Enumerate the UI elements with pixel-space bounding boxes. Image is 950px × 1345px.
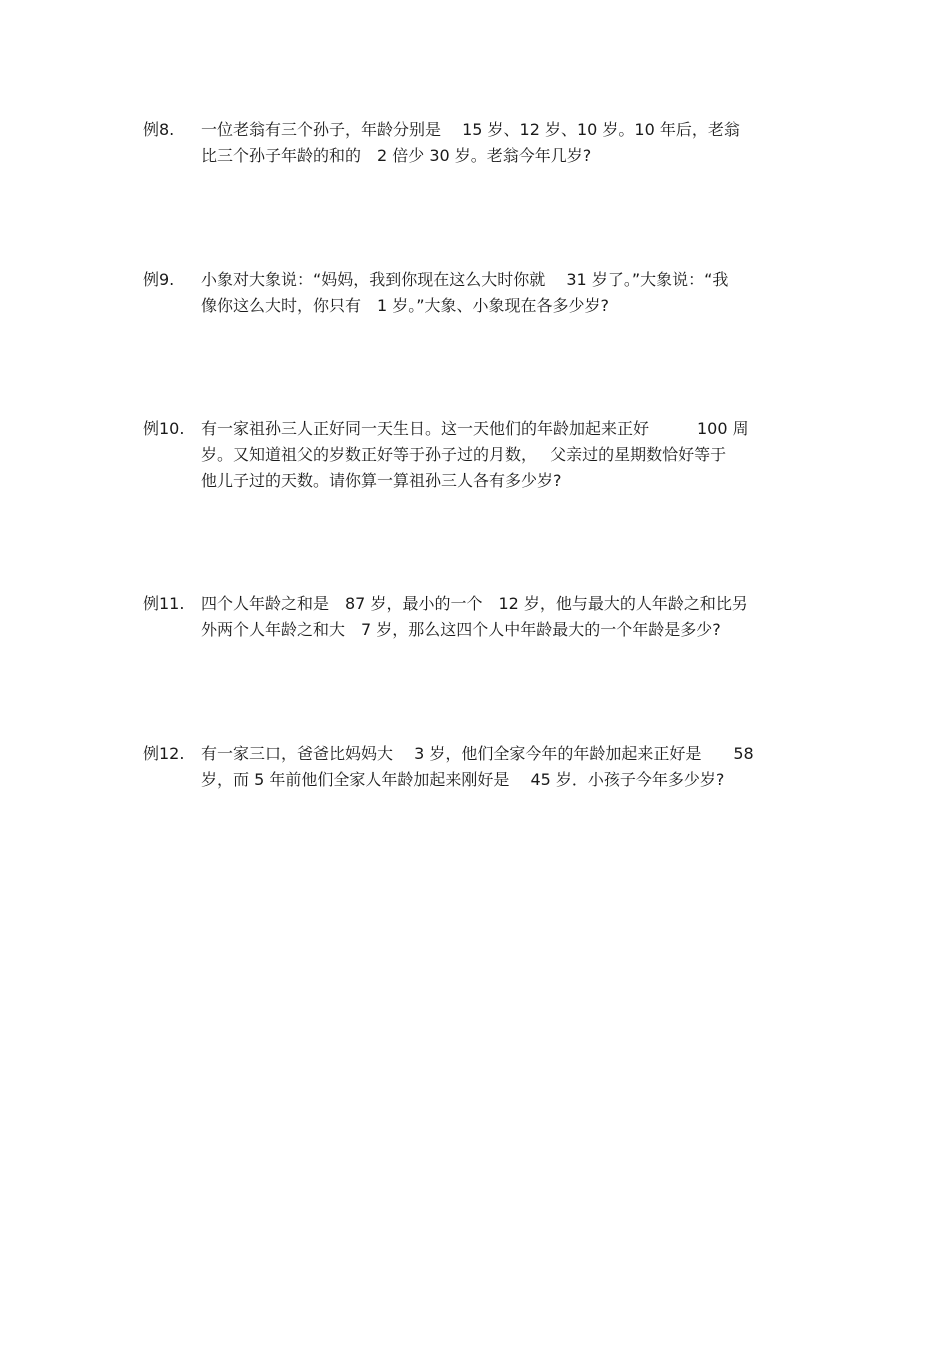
problem-line: 比三个孙子年龄的和的 2 倍少 30 岁。老翁今年几岁? [201, 146, 592, 165]
problem-line: 外两个人年龄之和大 7 岁，那么这四个人中年龄最大的一个年龄是多少? [201, 620, 721, 639]
problem-8 [143, 117, 813, 169]
problem-line: 岁，而 5 年前他们全家人年龄加起来刚好是 45 岁．小孩子今年多少岁? [201, 770, 725, 789]
problem-line: 一位老翁有三个孙子，年龄分别是 15 岁、12 岁、10 岁。10 年后，老翁 [201, 120, 740, 139]
problem-line: 有一家祖孙三人正好同一天生日。这一天他们的年龄加起来正好 100 周 [201, 419, 749, 438]
problem-line: 小象对大象说：“妈妈，我到你现在这么大时你就 31 岁了。”大象说：“我 [201, 270, 729, 289]
problem-text [201, 117, 813, 169]
problem-text [201, 741, 813, 793]
problem-label: 例10. [143, 419, 185, 438]
problem-label: 例8. [143, 120, 175, 139]
problem-text [201, 416, 813, 494]
problem-text [201, 591, 813, 643]
problem-label: 例12. [143, 744, 185, 763]
problem-11 [143, 591, 813, 643]
problem-label: 例11. [143, 594, 185, 613]
problem-12 [143, 741, 813, 793]
problem-line: 他儿子过的天数。请你算一算祖孙三人各有多少岁? [201, 471, 562, 490]
problem-line: 有一家三口，爸爸比妈妈大 3 岁，他们全家今年的年龄加起来正好是 58 [201, 744, 754, 763]
problem-9 [143, 267, 813, 319]
problem-label: 例9. [143, 270, 175, 289]
problem-10 [143, 416, 813, 494]
problem-line: 像你这么大时，你只有 1 岁。”大象、小象现在各多少岁? [201, 296, 610, 315]
problem-line: 岁。又知道祖父的岁数正好等于孙子过的月数， 父亲过的星期数恰好等于 [201, 445, 727, 464]
problem-text [201, 267, 813, 319]
problem-line: 四个人年龄之和是 87 岁，最小的一个 12 岁，他与最大的人年龄之和比另 [201, 594, 748, 613]
